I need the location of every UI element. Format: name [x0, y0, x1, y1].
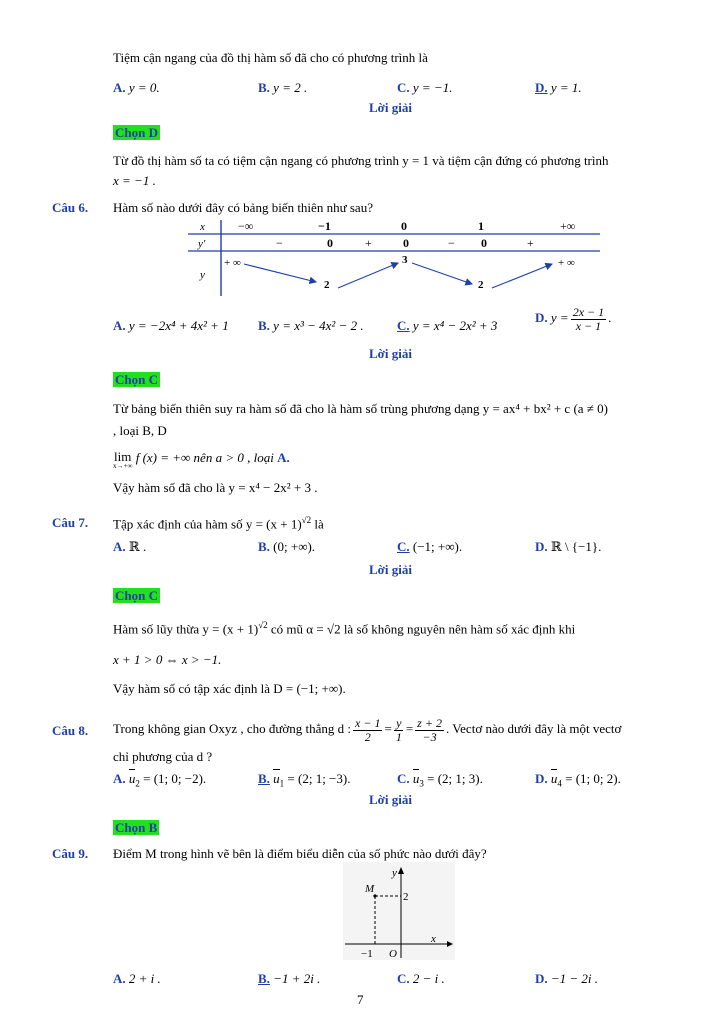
variation-arrow — [244, 264, 316, 282]
option-a: A. $u_2 = (1$; 0; −2). — [113, 771, 207, 789]
question-label: Câu 7. — [52, 515, 89, 530]
page-number: 7 — [357, 992, 364, 1007]
option-d: D. $u_4 = (1$; 0; 2). — [535, 771, 621, 789]
chosen-answer: Chọn C — [115, 372, 158, 387]
sign: 0 — [327, 236, 333, 250]
question-text: Hàm số nào dưới đây có bảng biến thiên như sau? — [113, 200, 373, 215]
chosen-answer: Chọn D — [115, 125, 158, 140]
option-c: C. y = −1. — [397, 80, 453, 95]
x-value: 0 — [401, 219, 407, 233]
option-a: A. 2 + i . — [113, 971, 161, 986]
solution-limit: lim x→+∞ f (x) = +∞ nên a > 0 , loại A. — [113, 449, 290, 470]
solution-heading: Lời giải — [369, 100, 412, 115]
variation-arrow — [338, 263, 398, 288]
row-label-yprime: y' — [198, 238, 206, 250]
option-c: C. $u_3 = (2$; 1; 3). — [397, 771, 483, 789]
y-value: 2 — [324, 279, 330, 291]
option-d: D. −1 − 2i . — [535, 971, 599, 986]
option-b: B. y = x³ − 4x² − 2 . — [258, 318, 364, 333]
option-c: C. 2 − i . — [397, 971, 445, 986]
solution-heading: Lời giải — [369, 346, 412, 361]
solution-line: x + 1 > 0 ⇔ x > −1. — [113, 652, 222, 667]
option-b: B. −1 + 2i . — [258, 971, 321, 986]
chosen-answer: Chọn C — [115, 588, 158, 603]
sign: + — [365, 236, 372, 250]
x-value: −1 — [318, 219, 331, 233]
question-text: chỉ phương của d ? — [113, 749, 213, 764]
solution-line: Từ bảng biến thiên suy ra hàm số đã cho là hàm số trùng phương dạng y = ax⁴ + bx² + c (a ≠ 0) — [113, 401, 609, 416]
option-d: D. ℝ \ {−1}. — [535, 539, 602, 554]
point-label: M — [365, 883, 375, 895]
y-axis-label: y — [392, 867, 397, 879]
x-value: 1 — [478, 219, 484, 233]
x-axis-label: x — [431, 933, 436, 945]
x-value: −∞ — [238, 219, 254, 233]
sign: + — [527, 236, 534, 250]
option-b: B. (0; +∞). — [258, 539, 316, 554]
y-value: 3 — [402, 254, 408, 266]
question-text: Trong không gian Oxyz , cho đường thẳng d : $\frac{x - 1}{2}$ = $\frac{y}{1}$ = $\frac{z + 2}{-3}$ . Vectơ nào dưới đây là một vectơ — [113, 715, 622, 744]
question-text: Điểm M trong hình vẽ bên là điểm biểu diễn của số phức nào dưới đây? — [113, 846, 487, 861]
sign: − — [448, 236, 455, 250]
sign: − — [276, 236, 283, 250]
question-text: Tập xác định của hàm số $y = (x + 1)^{√2}$ là — [113, 515, 324, 532]
y-value: + ∞ — [224, 257, 241, 269]
y-value: + ∞ — [558, 257, 575, 269]
option-b: B. y = 2 . — [258, 80, 308, 95]
question-text: Tiệm cận ngang của đồ thị hàm số đã cho có phương trình là — [113, 50, 428, 65]
variation-arrow — [492, 264, 552, 288]
solution-heading: Lời giải — [369, 562, 412, 577]
complex-plane-figure — [343, 862, 455, 960]
option-c: C. (−1; +∞). — [397, 539, 463, 554]
row-label-y: y — [200, 269, 205, 281]
solution-line: Vậy hàm số đã cho là y = x⁴ − 2x² + 3 . — [113, 480, 318, 495]
x-tick-label: −1 — [361, 948, 373, 960]
question-label: Câu 6. — [52, 200, 89, 215]
row-label-x: x — [200, 221, 205, 233]
solution-heading: Lời giải — [369, 792, 412, 807]
solution-line: Vậy hàm số có tập xác định là D = (−1; +∞). — [113, 681, 346, 696]
option-d: D. y = $\frac{2x - 1}{x - 1}$ . — [535, 305, 612, 333]
variation-arrow — [412, 263, 472, 284]
sign: 0 — [403, 236, 409, 250]
option-c: C. y = x⁴ − 2x² + 3 — [397, 318, 498, 333]
option-b: B. $u_1 = (2$; 1; −3). — [258, 771, 351, 789]
solution-line: Hàm số lũy thừa $y = (x + 1)^{√2}$ có mũ α = √2 là số không nguyên nên hàm số xác định khi — [113, 620, 576, 637]
question-label: Câu 9. — [52, 846, 89, 861]
option-d: D. y = 1. — [535, 80, 582, 95]
sign: 0 — [481, 236, 487, 250]
variation-table — [188, 218, 600, 298]
question-label: Câu 8. — [52, 723, 89, 738]
y-tick-label: 2 — [403, 891, 409, 903]
x-value: +∞ — [560, 219, 576, 233]
option-a: A. ℝ . — [113, 539, 147, 554]
y-value: 2 — [478, 279, 484, 291]
solution-line: x = −1 . — [113, 173, 156, 188]
origin-label: O — [389, 948, 397, 960]
solution-line: , loại B, D — [113, 423, 167, 438]
option-a: A. y = 0. — [113, 80, 160, 95]
solution-line: Từ đồ thị hàm số ta có tiệm cận ngang có phương trình y = 1 và tiệm cận đứng có phương trình — [113, 153, 609, 168]
option-a: A. y = −2x⁴ + 4x² + 1 — [113, 318, 229, 333]
chosen-answer: Chọn B — [115, 820, 158, 835]
